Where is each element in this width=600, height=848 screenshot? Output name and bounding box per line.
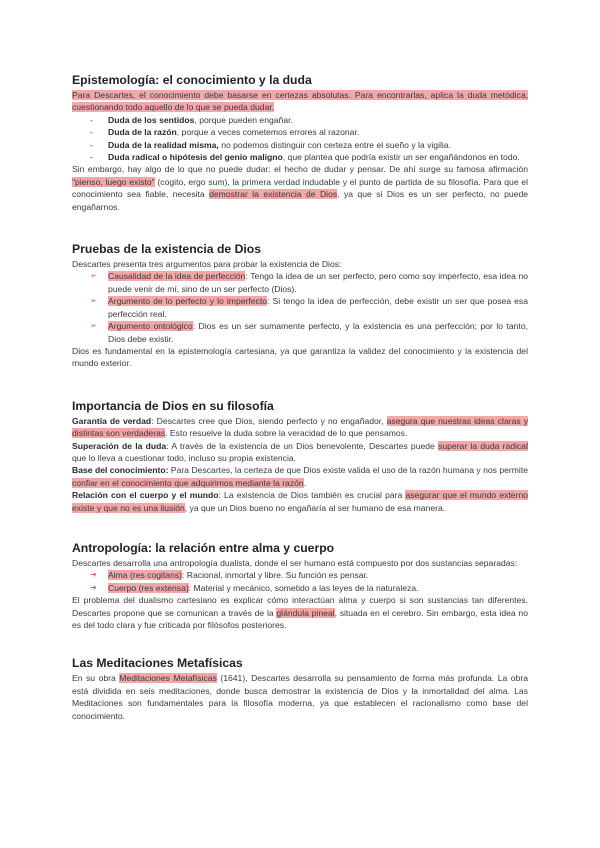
text: . [303,477,307,488]
paragraph [72,415,528,440]
text: El problema del dualismo cartesiano es explicar cómo interactúan alma y cuerpo si son sustancias tan diferentes. Descartes propone que se comunican a través de la [72,595,528,618]
bold-term: Relación con el cuerpo y el mundo [72,490,219,501]
text: Sin embargo, hay algo de lo que no puede dudar: el hecho de dudar y pensar. De ahí surge su famosa afirmación [72,164,528,175]
paragraph [72,489,528,514]
arrow-list [72,569,528,594]
paragraph [72,163,528,213]
document-page [72,70,528,722]
list-item [72,139,528,151]
highlight: Causalidad de la idea de perfección [108,271,246,282]
text: : La existencia de Dios también es crucial para [218,490,406,501]
bold-term: Superación de la duda [72,440,167,451]
text: , situada en el cerebro. Sin embargo, esta idea no es del todo clara y fue criticada por filósofos posteriores. [72,607,528,630]
item-text: no podemos distinguir con certeza entre el sueño y la vigilia. [218,139,451,150]
bold-term: Duda de la razón [108,127,177,138]
bold-term: Duda de los sentidos [108,114,195,125]
paragraph [72,464,528,489]
highlight: Alma (res cogitans) [108,570,183,581]
section-meditaciones [72,656,528,722]
text: que lo lleva a cuestionar todo, incluso su propia existencia. [72,452,297,463]
section-pruebas [72,242,528,370]
arrow-list [72,270,528,344]
highlight: Argumento de lo perfecto y lo imperfecto [108,296,268,307]
text: : A través de la existencia de un Dios benevolente, Descartes puede [166,440,439,451]
section-title: Las Meditaciones Metafísicas [72,656,243,671]
highlight: confiar en el conocimiento que adquirimos mediante la razón [72,477,304,488]
highlight: glándula pineal [276,607,335,618]
section-epistemologia [72,73,528,213]
text: En su obra [72,673,120,684]
text: (1641), Descartes desarrolla su pensamiento de forma más profunda. La obra está dividida en seis meditaciones, donde busca demostrar la existencia de Dios y la inmortalidad del alma. Las Meditaciones son fundamentales para la filosofía moderna, ya que establecen el racionalismo como base del conocimiento. [72,673,529,721]
text: (cogito, ergo sum), la primera verdad indudable y el punto de partida de su filosofía. Para que el conocimiento sea fiable, necesita [72,176,528,200]
highlight: demostrar la existencia de Dios [209,189,338,200]
item-text: : Material y mecánico, sometido a las leyes de la naturaleza. [188,582,419,593]
text: , ya que un Dios bueno no engañaría al ser humano de esa manera. [184,502,446,513]
bold-term: Duda de la realidad misma, [108,139,219,150]
highlight: asegura que nuestras ideas claras y distintas son verdaderas [72,415,529,439]
list-item [72,151,528,163]
item-text: , que plantea que podría existir un ser engañándonos en todo. [282,152,520,163]
text: Para Descartes, la certeza de que Dios existe valida el uso de la razón humana y nos permite [168,465,528,476]
highlight: asegurar que el mundo externo existe y que no es una ilusión [72,490,529,513]
paragraph [72,440,528,465]
list-item [72,295,528,320]
bold-term: Duda radical o hipótesis del genio maligno [108,152,283,163]
bold-term: Base del conocimiento: [72,465,169,476]
paragraph [72,672,528,722]
paragraph [72,594,528,631]
bullet-list [72,114,528,164]
item-text: : Dios es un ser sumamente perfecto, y la existencia es una perfección; por lo tanto, Dios debe existir. [108,321,528,344]
highlight: Argumento ontológico [108,321,193,332]
highlight: Cuerpo (res extensa) [108,582,189,593]
text: , ya que si Dios es un ser perfecto, no puede engañarnos. [72,189,529,212]
item-text: : Si tengo la idea de perfección, debe existir un ser que posea esa perfección real. [108,296,528,319]
text: . Esto resuelve la duda sobre la veracidad de lo que pensamos. [165,428,408,439]
list-item [72,270,528,295]
bold-term: Garantía de verdad [72,415,152,426]
item-text: , porque a veces cometemos errores al razonar. [176,127,360,138]
paragraph: Descartes presenta tres argumentos para probar la existencia de Dios: [72,259,342,270]
paragraph [72,89,528,114]
list-item [72,126,528,138]
list-item [72,582,528,594]
section-importancia [72,399,528,514]
highlight: Para Descartes, el conocimiento debe basarse en certezas absolutas. Para encontrarlas, aplica la duda metódica, cuestionando todo aquello de lo que se pueda dudar. [72,90,528,113]
item-text: : Racional, inmortal y libre. Su función es pensar. [182,570,369,581]
highlight: Meditaciones Metafísicas [119,673,217,684]
list-item [72,114,528,126]
section-title: Importancia de Dios en su filosofía [72,398,274,413]
paragraph: Dios es fundamental en la epistemología cartesiana, ya que garantiza la validez del conocimiento y la existencia del mundo exterior. [72,345,528,369]
list-item [72,569,528,581]
section-title: Pruebas de la existencia de Dios [72,242,261,257]
section-title: Epistemología: el conocimiento y la duda [72,73,312,87]
paragraph: Descartes desarrolla una antropología dualista, donde el ser humano está compuesto por dos sustancias separadas: [72,557,518,568]
list-item [72,320,528,345]
item-text: : Tengo la idea de un ser perfecto, pero como soy imperfecto, esa idea no puede venir de mí, sino de un ser perfecto (Dios). [108,271,529,294]
item-text: , porque pueden engañar. [194,114,293,125]
text: : Descartes cree que Dios, siendo perfecto y no engañador, [151,415,387,426]
highlight: "pienso, luego existo" [72,176,155,187]
section-antropologia [72,541,528,631]
section-title: Antropología: la relación entre alma y cuerpo [72,540,335,555]
highlight: superar la duda radical [438,440,528,451]
